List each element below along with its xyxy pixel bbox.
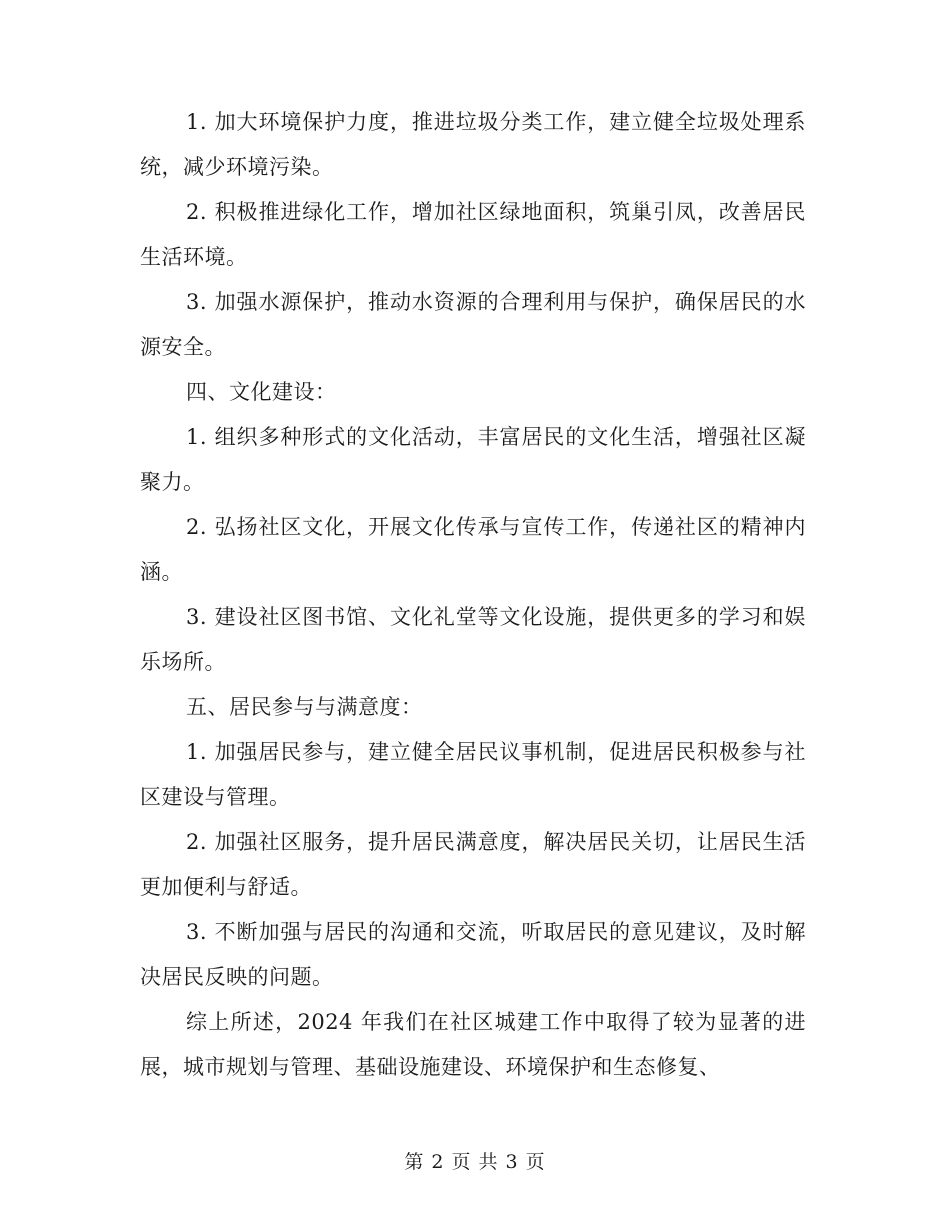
paragraph-culture-2: 2. 弘扬社区文化，开展文化传承与宣传工作，传递社区的精神内涵。 xyxy=(140,515,806,584)
paragraph-environment-2: 2. 积极推进绿化工作，增加社区绿地面积，筑巢引凤，改善居民生活环境。 xyxy=(140,200,806,269)
paragraph-environment-1: 1. 加大环境保护力度，推进垃圾分类工作，建立健全垃圾处理系统，减少环境污染。 xyxy=(140,110,806,179)
paragraph-participation-1: 1. 加强居民参与，建立健全居民议事机制，促进居民积极参与社区建设与管理。 xyxy=(140,740,806,809)
paragraph-environment-3: 3. 加强水源保护，推动水资源的合理利用与保护，确保居民的水源安全。 xyxy=(140,290,806,359)
section-heading-culture: 四、文化建设： xyxy=(186,380,337,404)
paragraph-participation-3: 3. 不断加强与居民的沟通和交流，听取居民的意见建议，及时解决居民反映的问题。 xyxy=(140,920,806,989)
section-heading-participation: 五、居民参与与满意度： xyxy=(186,695,423,719)
page-number-footer: 第 2 页 共 3 页 xyxy=(404,1151,546,1173)
paragraph-culture-1: 1. 组织多种形式的文化活动，丰富居民的文化生活，增强社区凝聚力。 xyxy=(140,425,806,494)
document-body xyxy=(140,100,806,1090)
paragraph-culture-3: 3. 建设社区图书馆、文化礼堂等文化设施，提供更多的学习和娱乐场所。 xyxy=(140,605,806,674)
paragraph-participation-2: 2. 加强社区服务，提升居民满意度，解决居民关切，让居民生活更加便利与舒适。 xyxy=(140,830,806,899)
paragraph-summary: 综上所述，2024 年我们在社区城建工作中取得了较为显著的进展，城市规划与管理、基础设施建设、环境保护和生态修复、 xyxy=(140,1010,806,1079)
